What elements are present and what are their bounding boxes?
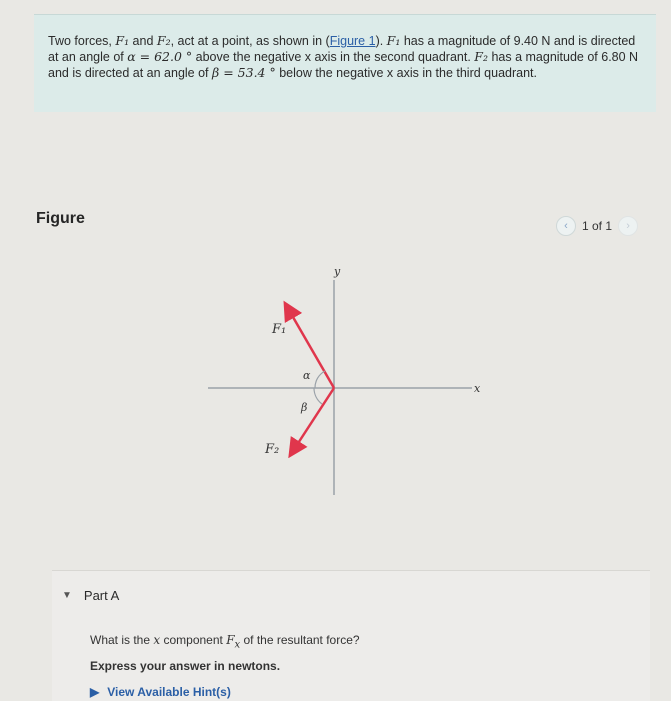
alpha-expression: α = 62.0 ° (127, 49, 193, 64)
problem-text: has a magnitude of 9.40 N and is directed at an angle of (48, 34, 636, 64)
question-segment: of the resultant force? (240, 633, 360, 647)
view-hints-link[interactable] (90, 685, 231, 699)
f1-symbol: F₁ (386, 33, 401, 48)
part-a-panel (52, 570, 650, 701)
chevron-right-icon: › (626, 220, 630, 232)
figure-page-indicator: 1 of 1 (582, 219, 613, 233)
part-a-label: Part A (83, 588, 120, 603)
problem-text: above the negative x axis in the second quadrant. (192, 50, 475, 64)
question-x: x (153, 633, 161, 647)
figure-pager (556, 216, 638, 236)
fx-symbol: F (226, 633, 235, 647)
f2-symbol: F₂ (474, 49, 488, 64)
fx-subscript: x (234, 639, 241, 651)
beta-expression: β = 53.4 ° (212, 65, 276, 80)
alpha-arc (315, 371, 325, 388)
problem-text: , act at a point, as shown in ( (170, 34, 330, 48)
problem-text: and (129, 34, 157, 48)
f2-symbol: F₂ (156, 33, 171, 48)
caret-right-icon: ▶ (90, 685, 100, 699)
previous-figure-button[interactable] (556, 216, 576, 236)
problem-text: Two forces, (48, 34, 116, 48)
beta-label: β (301, 401, 308, 414)
beta-arc (314, 388, 322, 404)
next-figure-button[interactable] (618, 216, 638, 236)
f2-vector (291, 388, 334, 454)
problem-statement (34, 14, 656, 112)
x-axis-label: x (474, 382, 481, 395)
f2-label: F₂ (265, 442, 280, 457)
problem-text: ). (375, 34, 387, 48)
problem-text: below the negative x axis in the third quadrant. (275, 66, 537, 80)
f1-symbol: F₁ (115, 33, 130, 48)
alpha-label: α (303, 369, 311, 382)
f1-label: F₁ (272, 322, 287, 337)
force-diagram (190, 255, 500, 505)
chevron-left-icon: ‹ (564, 220, 568, 232)
problem-text: has a magnitude of 6.80 N and is directed at an angle of (48, 50, 639, 80)
y-axis-label: y (334, 265, 341, 278)
hints-label: View Available Hint(s) (107, 685, 231, 699)
caret-down-icon: ▼ (62, 590, 72, 601)
figure-title: Figure (36, 210, 85, 227)
question-text (90, 633, 360, 650)
part-a-toggle[interactable] (62, 588, 119, 603)
question-segment: What is the (90, 633, 154, 647)
question-segment: component (160, 633, 227, 647)
answer-instruction: Express your answer in newtons. (90, 659, 281, 673)
figure-link[interactable]: Figure 1 (329, 34, 376, 48)
